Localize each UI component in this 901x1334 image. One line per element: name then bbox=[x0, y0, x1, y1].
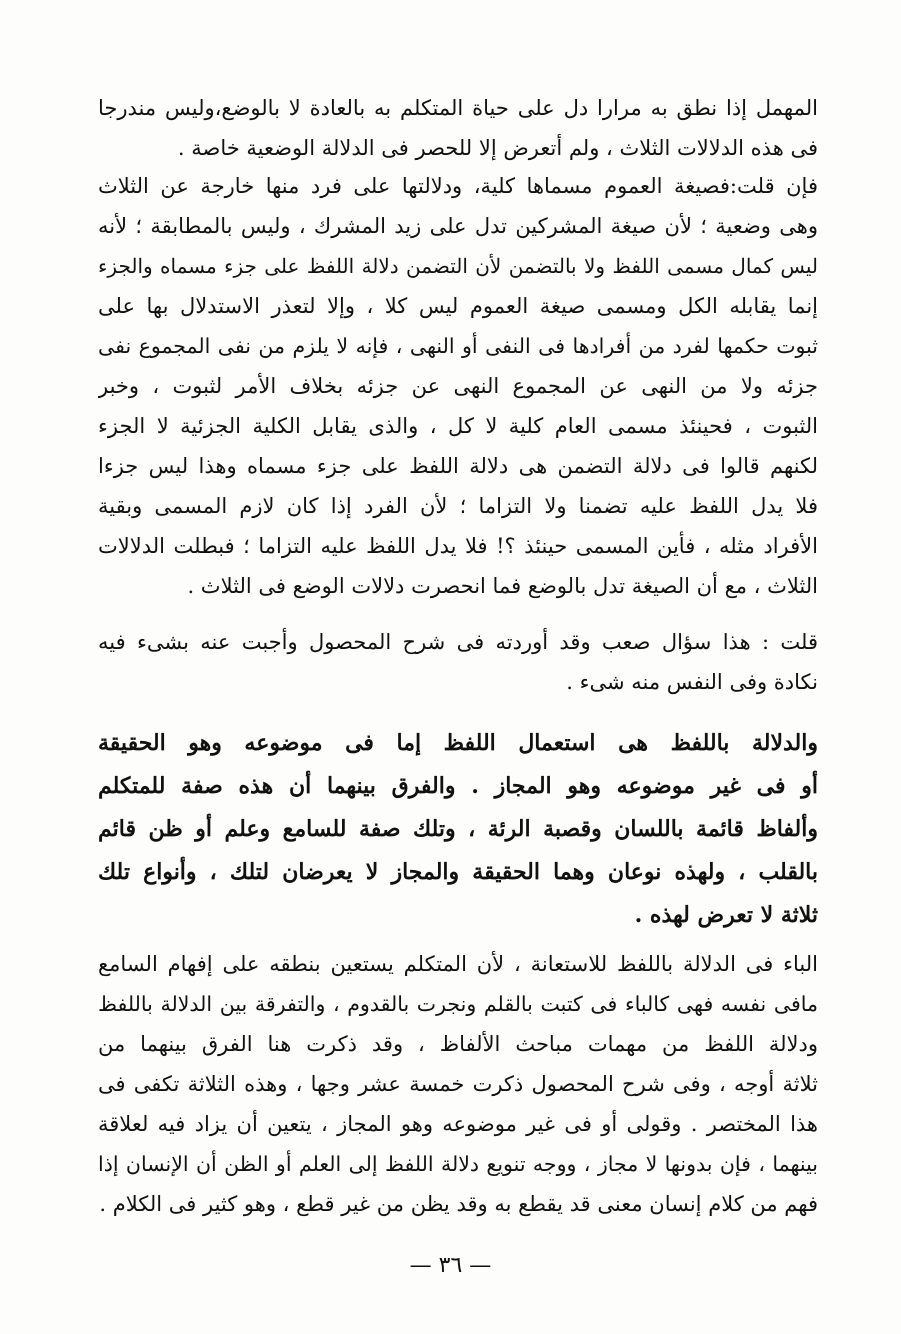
text-line: لكنهم قالوا فى دلالة التضمن هى دلالة اللفظ على جزء مسماه وهذا ليس جزءا bbox=[98, 454, 818, 478]
text-line: ثلاثة أوجه ، وفى شرح المحصول ذكرت خمسة عشر وجها ، وهذه الثلاثة تكفى فى bbox=[98, 1072, 818, 1096]
text-line: ودلالة اللفظ من مهمات مباحث الألفاظ ، وقد ذكرت هنا الفرق بينهما من bbox=[98, 1032, 818, 1056]
text-line: والدلالة باللفظ هى استعمال اللفظ إما فى موضوعه وهو الحقيقة bbox=[98, 730, 818, 756]
text-line: نكادة وفى النفس منه شىء . bbox=[566, 670, 818, 694]
text-line: المهمل إذا نطق به مرارا دل على حياة المتكلم به بالعادة لا بالوضع،وليس مندرجا bbox=[98, 96, 818, 120]
paragraph-answer bbox=[98, 622, 818, 702]
text-line: وهى وضعية ؛ لأن صيغة المشركين تدل على زيد المشرك ، وليس بالمطابقة ؛ لأنه bbox=[98, 214, 818, 238]
text-line: الثلاث ، مع أن الصيغة تدل بالوضع فما انحصرت دلالات الوضع فى الثلاث . bbox=[187, 574, 818, 598]
text-line: إنما يقابله الكل ومسمى صيغة العموم ليس كلا ، وإلا لتعذر الاستدلال بها على bbox=[98, 294, 818, 318]
text-line: قلت : هذا سؤال صعب وقد أوردته فى شرح المحصول وأجبت عنه بشىء فيه bbox=[98, 630, 818, 654]
text-line: الباء فى الدلالة باللفظ للاستعانة ، لأن المتكلم يستعين بنطقه على إفهام السامع bbox=[98, 952, 818, 976]
text-line: فى هذه الدلالات الثلاث ، ولم أتعرض إلا للحصر فى الدلالة الوضعية خاصة . bbox=[177, 136, 818, 160]
text-line: ليس كمال مسمى اللفظ ولا بالتضمن لأن التضمن دلالة اللفظ على جزء مسماه والجزء bbox=[98, 254, 818, 278]
text-line: فإن قلت:فصيغة العموم مسماها كلية، ودلالتها على فرد منها خارجة عن الثلاث bbox=[98, 174, 818, 198]
text-line: بالقلب ، ولهذه نوعان وهما الحقيقة والمجاز لا يعرضان لتلك ، وأنواع تلك bbox=[98, 859, 818, 885]
text-line: فهم من كلام إنسان معنى قد يقطع به وقد يظن من غير قطع ، وهو كثير فى الكلام . bbox=[99, 1192, 818, 1216]
paragraph-commentary bbox=[98, 944, 818, 1224]
text-line: بينهما ، فإن بدونها لا مجاز ، ووجه تنويع دلالة اللفظ إلى العلم أو الظن أن الإنسان إذا bbox=[98, 1152, 818, 1176]
text-line: الثبوت ، فحينئذ مسمى العام كلية لا كل ، والذى يقابل الكلية الجزئية لا الجزء bbox=[98, 414, 818, 438]
paragraph-matn bbox=[98, 722, 818, 937]
text-line: فلا يدل اللفظ عليه تضمنا ولا التزاما ؛ لأن الفرد إذا كان لازم المسمى وبقية bbox=[98, 494, 818, 518]
text-line: مافى نفسه فهى كالباء فى كتبت بالقلم ونجرت بالقدوم ، والتفرقة بين الدلالة باللفظ bbox=[98, 992, 818, 1016]
text-line: الأفراد مثله ، فأين المسمى حينئذ ؟! فلا يدل اللفظ عليه التزاما ؛ فبطلت الدلالات bbox=[98, 534, 818, 558]
text-line: وألفاظ قائمة باللسان وقصبة الرئة ، وتلك صفة للسامع وعلم أو ظن قائم bbox=[98, 816, 818, 842]
text-line: ثبوت حكمها لفرد من أفرادها فى النفى أو النهى ، فإنه لا يلزم من نفى المجموع نفى bbox=[98, 334, 818, 358]
paragraph-muhmal bbox=[98, 88, 818, 168]
text-line: جزئه ولا من النهى عن المجموع النهى عن جزئه بخلاف الأمر لثبوت ، وخبر bbox=[98, 374, 818, 398]
text-line: أو فى غير موضوعه وهو المجاز . والفرق بينهما أن هذه صفة للمتكلم bbox=[98, 773, 818, 799]
text-line: ثلاثة لا تعرض لهذه . bbox=[634, 902, 818, 928]
page-number: — ٣٦ — bbox=[409, 1253, 492, 1278]
paragraph-objection bbox=[98, 166, 818, 606]
text-line: هذا المختصر . وقولى أو فى غير موضوعه وهو المجاز ، يتعين أن يزاد فيه لعلاقة bbox=[98, 1112, 818, 1136]
